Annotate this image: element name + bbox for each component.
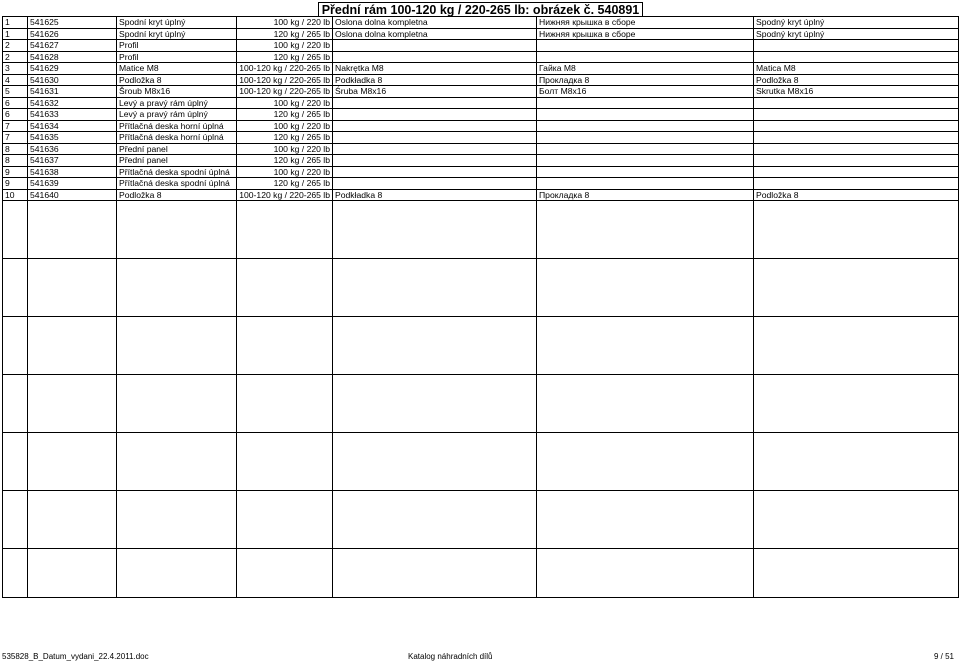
row-name-cs: Spodní kryt úplný [117,17,237,29]
empty-cell [754,549,959,598]
row-name-cs: Přítlačná deska horní úplná [117,132,237,144]
empty-cell [28,433,117,491]
table-row [3,40,959,52]
row-name-sk: Skrutka M8x16 [754,86,959,98]
row-name-ru [537,120,754,132]
row-size: 120 kg / 265 lb [237,28,333,40]
table-row [3,166,959,178]
row-position: 10 [3,189,28,201]
footer-filename: 535828_B_Datum_vydani_22.4.2011.doc [2,652,149,661]
row-position: 6 [3,97,28,109]
row-position: 2 [3,40,28,52]
row-size: 100 kg / 220 lb [237,143,333,155]
row-name-cs: Podložka 8 [117,189,237,201]
empty-cell [3,317,28,375]
row-name-cs: Profil [117,51,237,63]
empty-cell [28,259,117,317]
row-name-sk [754,178,959,190]
footer-catalog-title: Katalog náhradních dílů [408,652,493,661]
empty-row [3,549,959,598]
empty-cell [237,201,333,259]
row-name-sk [754,97,959,109]
row-part-number: 541627 [28,40,117,52]
row-name-cs: Přední panel [117,155,237,167]
row-name-sk [754,40,959,52]
table-row [3,86,959,98]
empty-cell [117,259,237,317]
row-name-sk: Podložka 8 [754,74,959,86]
row-name-cs: Šroub M8x16 [117,86,237,98]
row-name-cs: Podložka 8 [117,74,237,86]
empty-cell [333,433,537,491]
row-name-pl: Oslona dolna kompletna [333,17,537,29]
row-name-ru [537,51,754,63]
row-position: 5 [3,86,28,98]
row-size: 100-120 kg / 220-265 lb [237,189,333,201]
row-position: 8 [3,155,28,167]
row-part-number: 541628 [28,51,117,63]
row-part-number: 541634 [28,120,117,132]
row-name-ru [537,155,754,167]
empty-row [3,259,959,317]
empty-cell [333,549,537,598]
row-size: 120 kg / 265 lb [237,109,333,121]
row-position: 7 [3,120,28,132]
empty-cell [28,201,117,259]
row-name-pl [333,120,537,132]
row-name-sk [754,155,959,167]
row-name-cs: Přítlačná deska horní úplná [117,120,237,132]
row-name-pl: Oslona dolna kompletna [333,28,537,40]
empty-cell [237,491,333,549]
row-name-cs: Profil [117,40,237,52]
row-name-ru: Болт M8x16 [537,86,754,98]
table-row [3,63,959,75]
empty-cell [754,259,959,317]
empty-cell [117,201,237,259]
empty-cell [537,201,754,259]
empty-cell [117,375,237,433]
empty-row [3,491,959,549]
row-name-ru: Нижняя крышка в сборе [537,28,754,40]
empty-cell [28,491,117,549]
table-row [3,132,959,144]
row-name-cs: Přítlačná deska spodní úplná [117,178,237,190]
row-name-sk: Spodný kryt úplný [754,17,959,29]
row-name-ru [537,178,754,190]
empty-cell [117,549,237,598]
empty-cell [3,433,28,491]
empty-cell [3,375,28,433]
empty-cell [3,259,28,317]
empty-row [3,433,959,491]
row-name-pl [333,178,537,190]
row-name-ru [537,132,754,144]
row-part-number: 541626 [28,28,117,40]
empty-row [3,201,959,259]
row-name-pl [333,155,537,167]
empty-cell [28,317,117,375]
row-size: 100 kg / 220 lb [237,120,333,132]
row-part-number: 541631 [28,86,117,98]
empty-cell [3,549,28,598]
row-name-pl: Śruba M8x16 [333,86,537,98]
row-name-pl [333,109,537,121]
empty-cell [754,433,959,491]
empty-cell [117,433,237,491]
row-part-number: 541632 [28,97,117,109]
parts-table-body [3,17,959,598]
table-row [3,17,959,29]
table-row [3,109,959,121]
row-size: 120 kg / 265 lb [237,51,333,63]
row-part-number: 541637 [28,155,117,167]
row-name-pl [333,132,537,144]
row-position: 9 [3,178,28,190]
page-footer [0,652,960,664]
table-row [3,120,959,132]
row-size: 100-120 kg / 220-265 lb [237,74,333,86]
empty-cell [537,317,754,375]
row-name-ru: Прокладка 8 [537,74,754,86]
table-row [3,155,959,167]
table-row [3,178,959,190]
row-name-ru [537,40,754,52]
row-size: 100 kg / 220 lb [237,40,333,52]
row-name-sk [754,109,959,121]
row-name-ru [537,97,754,109]
row-name-cs: Matice M8 [117,63,237,75]
table-row [3,28,959,40]
empty-cell [754,201,959,259]
footer-page-number: 9 / 51 [933,652,954,661]
empty-cell [333,317,537,375]
row-name-cs: Spodní kryt úplný [117,28,237,40]
row-position: 9 [3,166,28,178]
empty-row [3,317,959,375]
empty-cell [333,491,537,549]
row-name-ru: Нижняя крышка в сборе [537,17,754,29]
row-position: 2 [3,51,28,63]
empty-cell [237,375,333,433]
row-part-number: 541640 [28,189,117,201]
row-name-pl [333,97,537,109]
empty-cell [237,259,333,317]
table-row [3,74,959,86]
empty-cell [537,433,754,491]
row-name-sk: Matica M8 [754,63,959,75]
row-name-sk [754,132,959,144]
empty-cell [754,317,959,375]
empty-cell [537,549,754,598]
row-part-number: 541638 [28,166,117,178]
row-size: 100-120 kg / 220-265 lb [237,86,333,98]
row-part-number: 541633 [28,109,117,121]
row-size: 100 kg / 220 lb [237,17,333,29]
row-size: 120 kg / 265 lb [237,155,333,167]
row-name-pl [333,40,537,52]
row-name-cs: Přední panel [117,143,237,155]
row-part-number: 541629 [28,63,117,75]
empty-cell [28,549,117,598]
row-name-pl: Podkładka 8 [333,189,537,201]
row-part-number: 541635 [28,132,117,144]
empty-cell [28,375,117,433]
row-part-number: 541625 [28,17,117,29]
row-name-pl: Nakrętka M8 [333,63,537,75]
empty-cell [537,259,754,317]
row-name-pl: Podkładka 8 [333,74,537,86]
empty-cell [117,491,237,549]
table-row [3,97,959,109]
empty-cell [3,491,28,549]
empty-cell [237,549,333,598]
row-name-cs: Přítlačná deska spodní úplná [117,166,237,178]
row-name-ru [537,143,754,155]
row-name-cs: Levý a pravý rám úplný [117,97,237,109]
row-name-ru: Прокладка 8 [537,189,754,201]
row-name-pl [333,166,537,178]
table-row [3,51,959,63]
row-name-sk [754,166,959,178]
row-position: 7 [3,132,28,144]
empty-cell [117,317,237,375]
row-name-ru: Гайка M8 [537,63,754,75]
empty-cell [537,375,754,433]
empty-cell [237,433,333,491]
row-name-sk: Podložka 8 [754,189,959,201]
row-position: 1 [3,17,28,29]
page-title: Přední rám 100-120 kg / 220-265 lb: obrázek č. 540891 [318,2,643,17]
empty-cell [237,317,333,375]
empty-cell [754,491,959,549]
empty-cell [754,375,959,433]
empty-cell [3,201,28,259]
empty-row [3,375,959,433]
table-row [3,143,959,155]
parts-table [2,16,959,598]
empty-cell [333,201,537,259]
row-size: 100-120 kg / 220-265 lb [237,63,333,75]
row-name-ru [537,166,754,178]
row-position: 4 [3,74,28,86]
row-position: 6 [3,109,28,121]
row-position: 3 [3,63,28,75]
empty-cell [537,491,754,549]
row-size: 100 kg / 220 lb [237,166,333,178]
row-name-cs: Levý a pravý rám úplný [117,109,237,121]
row-size: 120 kg / 265 lb [237,132,333,144]
row-size: 100 kg / 220 lb [237,97,333,109]
row-name-pl [333,51,537,63]
table-row [3,189,959,201]
row-name-sk [754,51,959,63]
row-name-sk [754,120,959,132]
row-name-ru [537,109,754,121]
row-part-number: 541636 [28,143,117,155]
row-position: 1 [3,28,28,40]
row-position: 8 [3,143,28,155]
row-part-number: 541630 [28,74,117,86]
row-part-number: 541639 [28,178,117,190]
row-name-sk [754,143,959,155]
empty-cell [333,375,537,433]
row-size: 120 kg / 265 lb [237,178,333,190]
row-name-pl [333,143,537,155]
row-name-sk: Spodný kryt úplný [754,28,959,40]
empty-cell [333,259,537,317]
